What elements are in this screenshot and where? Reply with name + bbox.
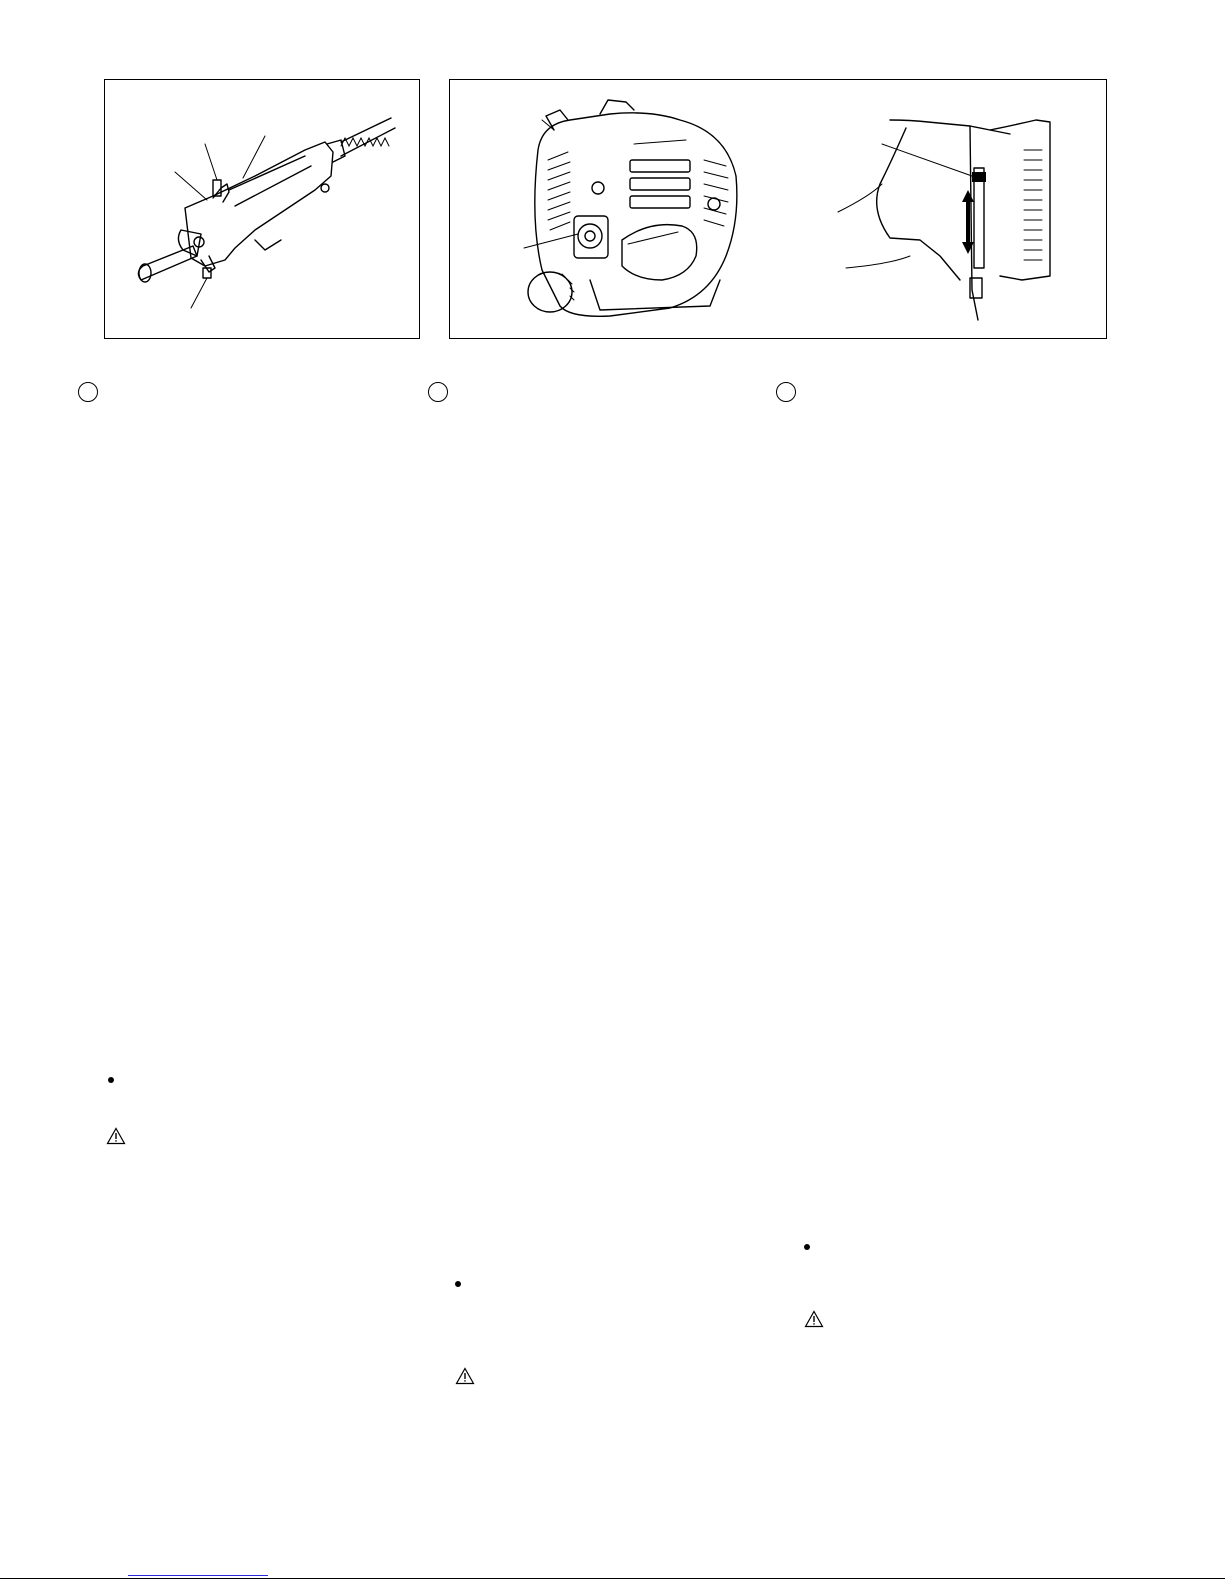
warning-triangle-icon bbox=[455, 1367, 475, 1385]
bullet-dot bbox=[455, 1281, 461, 1287]
throttle-handle-illustration bbox=[105, 80, 421, 340]
footer-link-underline[interactable] bbox=[128, 1575, 268, 1576]
section-marker-1 bbox=[78, 382, 98, 402]
warning-triangle-icon bbox=[804, 1310, 824, 1328]
bullet-dot bbox=[804, 1244, 810, 1250]
warning-triangle-icon bbox=[106, 1127, 126, 1145]
footer-rule bbox=[0, 1578, 1225, 1579]
figure-throttle-handle bbox=[104, 79, 420, 339]
double-arrow-icon bbox=[962, 190, 974, 254]
engine-starter-illustration bbox=[450, 80, 1108, 340]
section-marker-3 bbox=[776, 382, 796, 402]
figure-engine-and-choke bbox=[449, 79, 1107, 339]
section-marker-2 bbox=[428, 382, 448, 402]
bullet-dot bbox=[108, 1077, 114, 1083]
